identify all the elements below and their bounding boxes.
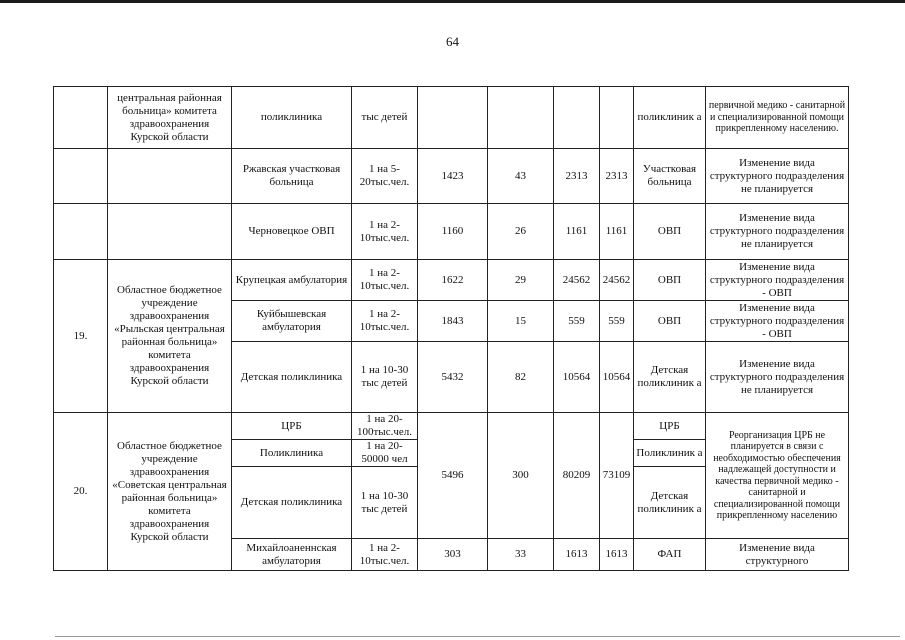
value-cell: 559: [600, 301, 634, 342]
new-type-cell: Поликлиник а: [634, 440, 706, 467]
unit-cell: Михайлоаненнская амбулатория: [232, 539, 352, 571]
row-number-cell: 20.: [54, 413, 108, 571]
value-cell: [554, 87, 600, 149]
row-number-cell: [54, 149, 108, 204]
organization-cell: Областное бюджетное учреждение здравоохранения «Советская центральная районная больница» комитета здравоохранения Курской области: [108, 413, 232, 571]
value-cell: 1160: [418, 204, 488, 260]
organization-cell: центральная районная больница» комитета здравоохранения Курской области: [108, 87, 232, 149]
result-cell: Изменение вида структурного подразделения - ОВП: [706, 260, 849, 301]
unit-cell: Детская поликлиника: [232, 467, 352, 539]
table-row: [54, 413, 849, 440]
organization-cell: Областное бюджетное учреждение здравоохранения «Рыльская центральная районная больница» комитета здравоохранения Курской области: [108, 260, 232, 413]
result-cell: Изменение вида структурного: [706, 539, 849, 571]
value-cell: 303: [418, 539, 488, 571]
norm-cell: 1 на 2-10тыс.чел.: [352, 260, 418, 301]
result-cell: Изменение вида структурного подразделения не планируется: [706, 342, 849, 413]
unit-cell: Куйбышевская амбулатория: [232, 301, 352, 342]
unit-cell: ЦРБ: [232, 413, 352, 440]
value-cell: 24562: [600, 260, 634, 301]
unit-cell: поликлиника: [232, 87, 352, 149]
new-type-cell: ФАП: [634, 539, 706, 571]
new-type-cell: ЦРБ: [634, 413, 706, 440]
norm-cell: 1 на 2-10тыс.чел.: [352, 204, 418, 260]
value-cell: 29: [488, 260, 554, 301]
value-cell: 80209: [554, 413, 600, 539]
value-cell: 10564: [554, 342, 600, 413]
norm-cell: 1 на 2-10тыс.чел.: [352, 539, 418, 571]
table-row: [54, 87, 849, 149]
value-cell: 2313: [554, 149, 600, 204]
page-number: 64: [446, 34, 459, 49]
new-type-cell: Детская поликлиник а: [634, 342, 706, 413]
value-cell: 24562: [554, 260, 600, 301]
value-cell: 73109: [600, 413, 634, 539]
row-number-cell: [54, 204, 108, 260]
result-cell: Изменение вида структурного подразделения - ОВП: [706, 301, 849, 342]
norm-cell: 1 на 20-100тыс.чел.: [352, 413, 418, 440]
value-cell: 300: [488, 413, 554, 539]
result-cell: первичной медико - санитарной и специализированной помощи прикрепленному населению.: [706, 87, 849, 149]
new-type-cell: ОВП: [634, 204, 706, 260]
page-top-border: [0, 0, 905, 3]
result-cell: Реорганизация ЦРБ не планируется в связи с необходимостью обеспечения надлежащей доступности и качества первичной медико - санитарной и специализированной помощи прикрепленному населению: [706, 413, 849, 539]
value-cell: 1613: [600, 539, 634, 571]
value-cell: [418, 87, 488, 149]
unit-cell: Крупецкая амбулатория: [232, 260, 352, 301]
value-cell: 15: [488, 301, 554, 342]
value-cell: 1622: [418, 260, 488, 301]
norm-cell: тыс детей: [352, 87, 418, 149]
unit-cell: Черновецкое ОВП: [232, 204, 352, 260]
result-cell: Изменение вида структурного подразделения не планируется: [706, 204, 849, 260]
page-bottom-edge: [55, 636, 900, 637]
unit-cell: Ржавская участковая больница: [232, 149, 352, 204]
norm-cell: 1 на 20-50000 чел: [352, 440, 418, 467]
result-cell: Изменение вида структурного подразделения не планируется: [706, 149, 849, 204]
unit-cell: Детская поликлиника: [232, 342, 352, 413]
value-cell: [600, 87, 634, 149]
organization-cell: [108, 149, 232, 204]
value-cell: 1161: [554, 204, 600, 260]
norm-cell: 1 на 5-20тыс.чел.: [352, 149, 418, 204]
value-cell: 43: [488, 149, 554, 204]
facilities-table: [53, 86, 849, 571]
norm-cell: 1 на 10-30 тыс детей: [352, 342, 418, 413]
value-cell: 1161: [600, 204, 634, 260]
new-type-cell: поликлиник а: [634, 87, 706, 149]
organization-cell: [108, 204, 232, 260]
new-type-cell: ОВП: [634, 301, 706, 342]
new-type-cell: ОВП: [634, 260, 706, 301]
value-cell: 559: [554, 301, 600, 342]
table-row: [54, 204, 849, 260]
value-cell: 5432: [418, 342, 488, 413]
value-cell: 1613: [554, 539, 600, 571]
value-cell: 5496: [418, 413, 488, 539]
row-number-cell: [54, 87, 108, 149]
value-cell: 33: [488, 539, 554, 571]
value-cell: 2313: [600, 149, 634, 204]
norm-cell: 1 на 2-10тыс.чел.: [352, 301, 418, 342]
value-cell: [488, 87, 554, 149]
unit-cell: Поликлиника: [232, 440, 352, 467]
value-cell: 1843: [418, 301, 488, 342]
value-cell: 82: [488, 342, 554, 413]
row-number-cell: 19.: [54, 260, 108, 413]
value-cell: 26: [488, 204, 554, 260]
table-row: [54, 149, 849, 204]
table-row: [54, 260, 849, 301]
value-cell: 10564: [600, 342, 634, 413]
new-type-cell: Детская поликлиник а: [634, 467, 706, 539]
value-cell: 1423: [418, 149, 488, 204]
new-type-cell: Участковая больница: [634, 149, 706, 204]
norm-cell: 1 на 10-30 тыс детей: [352, 467, 418, 539]
